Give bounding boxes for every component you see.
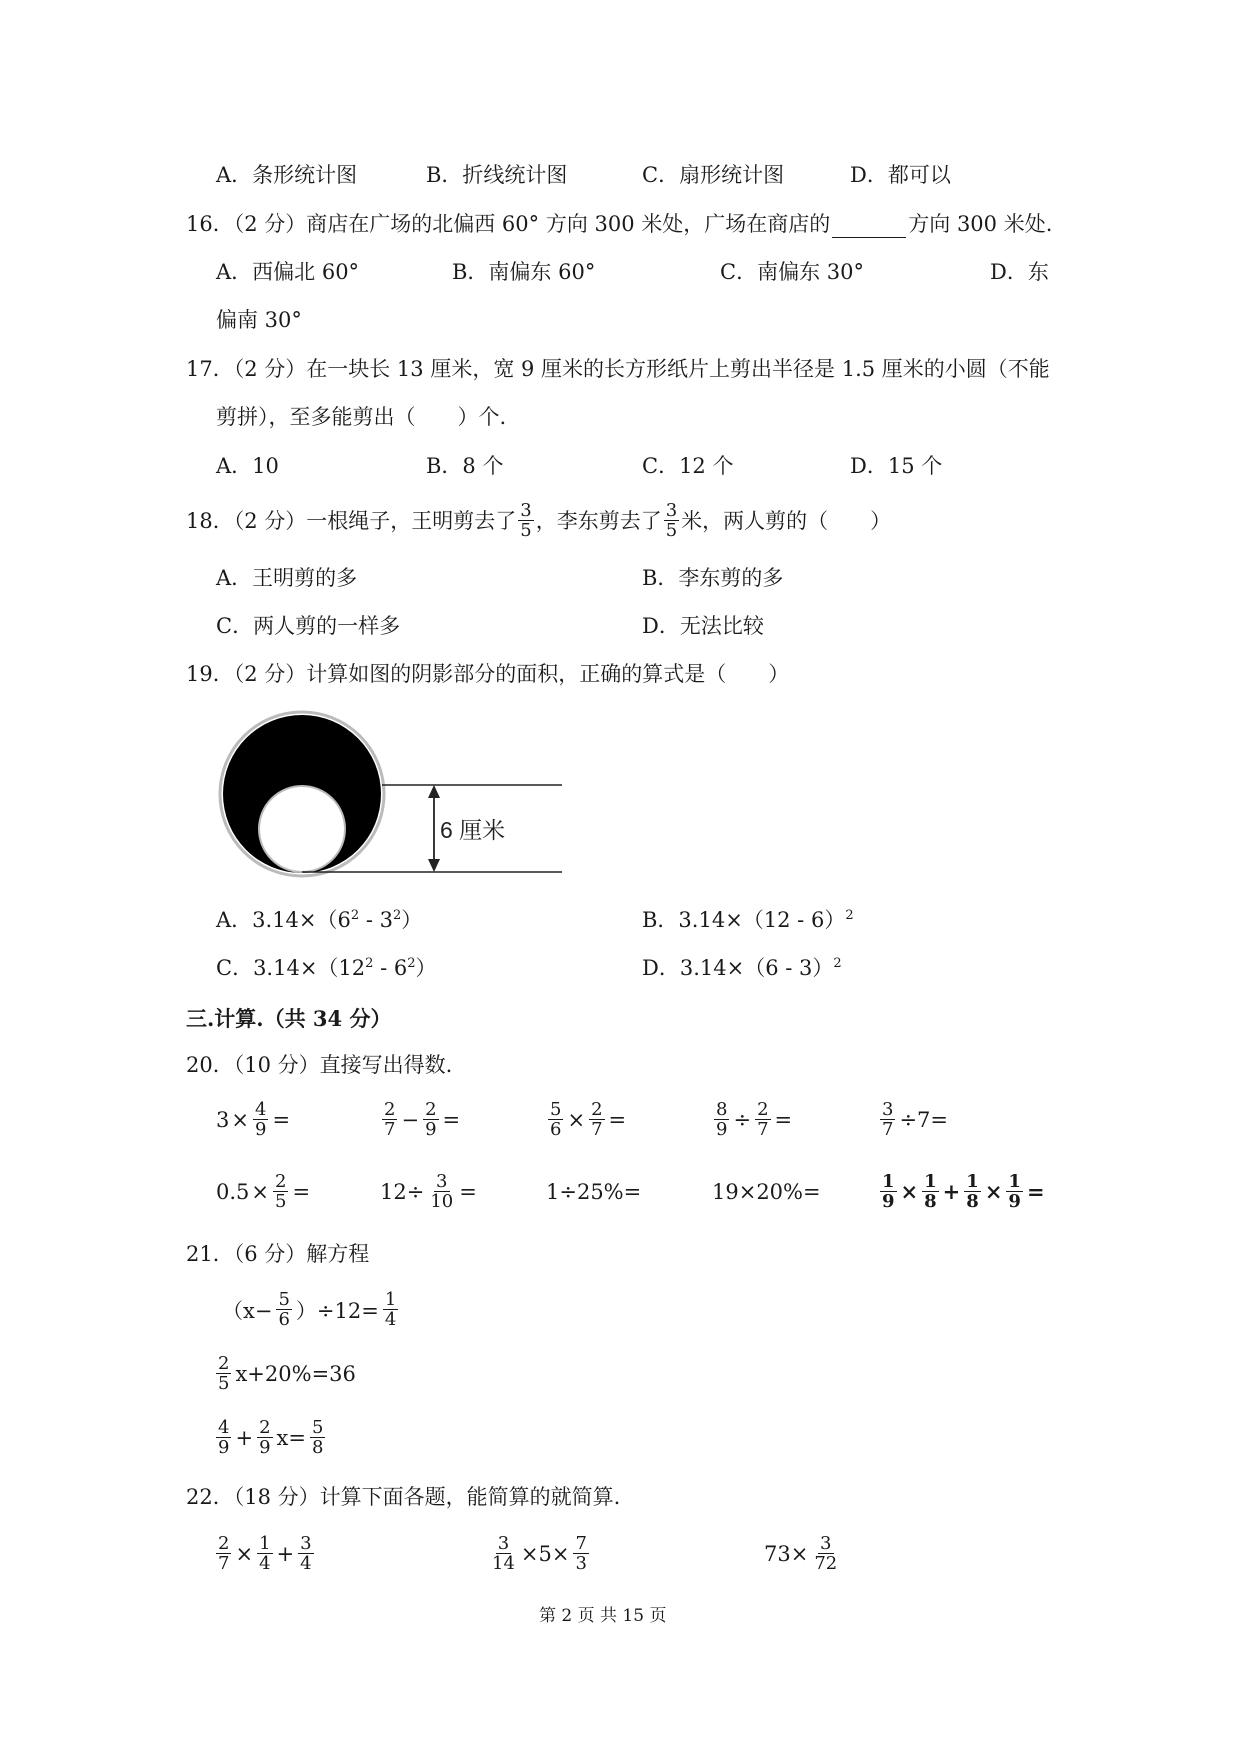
q17-option-a: A．10 bbox=[216, 454, 279, 478]
q16-option-c: C．南偏东 30° bbox=[720, 260, 864, 284]
section-3-heading: 三.计算.（共 34 分） bbox=[186, 1006, 392, 1031]
q20-expr-7: 12÷ $\frac{3}{10}$ = bbox=[380, 1171, 477, 1212]
q20-expr-10: $\frac{1}{9}$ × $\frac{1}{8}$ + $\frac{1}{8}$ × $\frac{1}{9}$ = bbox=[882, 1171, 1045, 1212]
q19-option-c: C．$3.14\times(12^2 - 6^2)$ bbox=[216, 956, 437, 980]
q15-option-a: A．条形统计图 bbox=[216, 163, 358, 187]
q16-stem-end: 方向 300 米处. bbox=[908, 212, 1053, 236]
q21-equation-1: （x− $\frac{5}{6}$ ）÷12= $\frac{1}{4}$ bbox=[222, 1289, 397, 1330]
q18-option-a: A．王明剪的多 bbox=[216, 566, 358, 590]
q17-option-b: B．8 个 bbox=[426, 454, 504, 478]
q18-stem-end: 米，两人剪的（ ） bbox=[681, 508, 892, 533]
q15-option-d: D．都可以 bbox=[850, 163, 951, 187]
q18-stem-start: 18．（2 分）一根绳子，王明剪去了 bbox=[186, 508, 517, 533]
q20-expr-2: $\frac{2}{7}$ − $\frac{2}{9}$ = bbox=[384, 1099, 461, 1140]
q20-expr-5: $\frac{3}{7}$ ÷7= bbox=[882, 1099, 949, 1140]
q22-expr-2: $\frac{3}{14}$ ×5× $\frac{7}{3}$ bbox=[492, 1533, 587, 1574]
q16-option-d: D．东 bbox=[990, 260, 1049, 284]
q16-stem bbox=[186, 210, 1052, 238]
q17-option-c: C．12 个 bbox=[642, 454, 734, 478]
q20-expr-3: $\frac{5}{6}$ × $\frac{2}{7}$ = bbox=[550, 1099, 627, 1140]
q16-option-b: B．南偏东 60° bbox=[452, 260, 596, 284]
q18-stem-mid: ，李东剪去了 bbox=[535, 508, 662, 533]
q18-fraction-li: $\frac{3}{5}$ bbox=[665, 500, 678, 541]
q21-stem: 21．（6 分）解方程 bbox=[186, 1242, 370, 1266]
q20-expr-6: 0.5 × $\frac{2}{5}$ = bbox=[216, 1171, 311, 1212]
q19-stem: 19．（2 分）计算如图的阴影部分的面积，正确的算式是（ ） bbox=[186, 662, 790, 686]
small-circle-unshaded bbox=[259, 786, 345, 872]
q19-option-b: B．3.14×（12 - 6）$^2$ bbox=[642, 908, 854, 932]
q20-expr-4: $\frac{8}{9}$ ÷ $\frac{2}{7}$ = bbox=[716, 1099, 793, 1140]
q15-option-b: B．折线统计图 bbox=[426, 163, 568, 187]
q15-option-c: C．扇形统计图 bbox=[642, 163, 785, 187]
q22-stem: 22．（18 分）计算下面各题，能简算的就简算. bbox=[186, 1485, 621, 1509]
q19-option-a: A．$3.14\times(6^2 - 3^2)$ bbox=[216, 908, 423, 932]
q17-stem-line2: 剪拼），至多能剪出（ ）个. bbox=[216, 405, 507, 429]
q18-option-c: C．两人剪的一样多 bbox=[216, 614, 401, 638]
page-number-footer: 第 2 页 共 15 页 bbox=[539, 1606, 667, 1626]
q16-answer-blank bbox=[832, 219, 906, 238]
q16-option-d-wrap: 偏南 30° bbox=[216, 308, 302, 332]
q20-expr-8: 1÷25%= bbox=[546, 1180, 642, 1204]
q20-expr-9: 19×20%= bbox=[712, 1180, 821, 1204]
arrow-head-up bbox=[428, 785, 440, 798]
q18-stem bbox=[186, 501, 891, 540]
q19-option-d: D．3.14×（6 - 3）$^2$ bbox=[642, 956, 842, 980]
q18-option-d: D．无法比较 bbox=[642, 614, 764, 638]
dimension-label: 6 厘米 bbox=[440, 817, 506, 843]
q21-equation-3: $\frac{4}{9}$ + $\frac{2}{9}$ x= $\frac{5}{8}$ bbox=[218, 1417, 324, 1458]
q18-option-b: B．李东剪的多 bbox=[642, 566, 784, 590]
q17-option-d: D．15 个 bbox=[850, 454, 943, 478]
q22-expr-3: 73× $\frac{3}{72}$ bbox=[764, 1533, 838, 1574]
q20-expr-1: 3 × $\frac{4}{9}$ = bbox=[216, 1099, 291, 1140]
q16-option-a: A．西偏北 60° bbox=[216, 260, 360, 284]
q17-stem-line1: 17．（2 分）在一块长 13 厘米，宽 9 厘米的长方形纸片上剪出半径是 1.5 厘米的小圆（不能 bbox=[186, 357, 1050, 381]
q16-stem-start: 16．（2 分）商店在广场的北偏西 60° 方向 300 米处，广场在商店的 bbox=[186, 212, 831, 236]
q21-equation-2: $\frac{2}{5}$ x+20%=36 bbox=[218, 1353, 356, 1394]
q18-fraction-wang: $\frac{3}{5}$ bbox=[520, 500, 532, 541]
arrow-head-down bbox=[428, 859, 440, 872]
q20-stem: 20．（10 分）直接写出得数. bbox=[186, 1053, 453, 1077]
q19-shaded-circles-figure bbox=[210, 706, 570, 886]
q22-expr-1: $\frac{2}{7}$ × $\frac{1}{4}$ + $\frac{3}{4}$ bbox=[218, 1533, 312, 1574]
